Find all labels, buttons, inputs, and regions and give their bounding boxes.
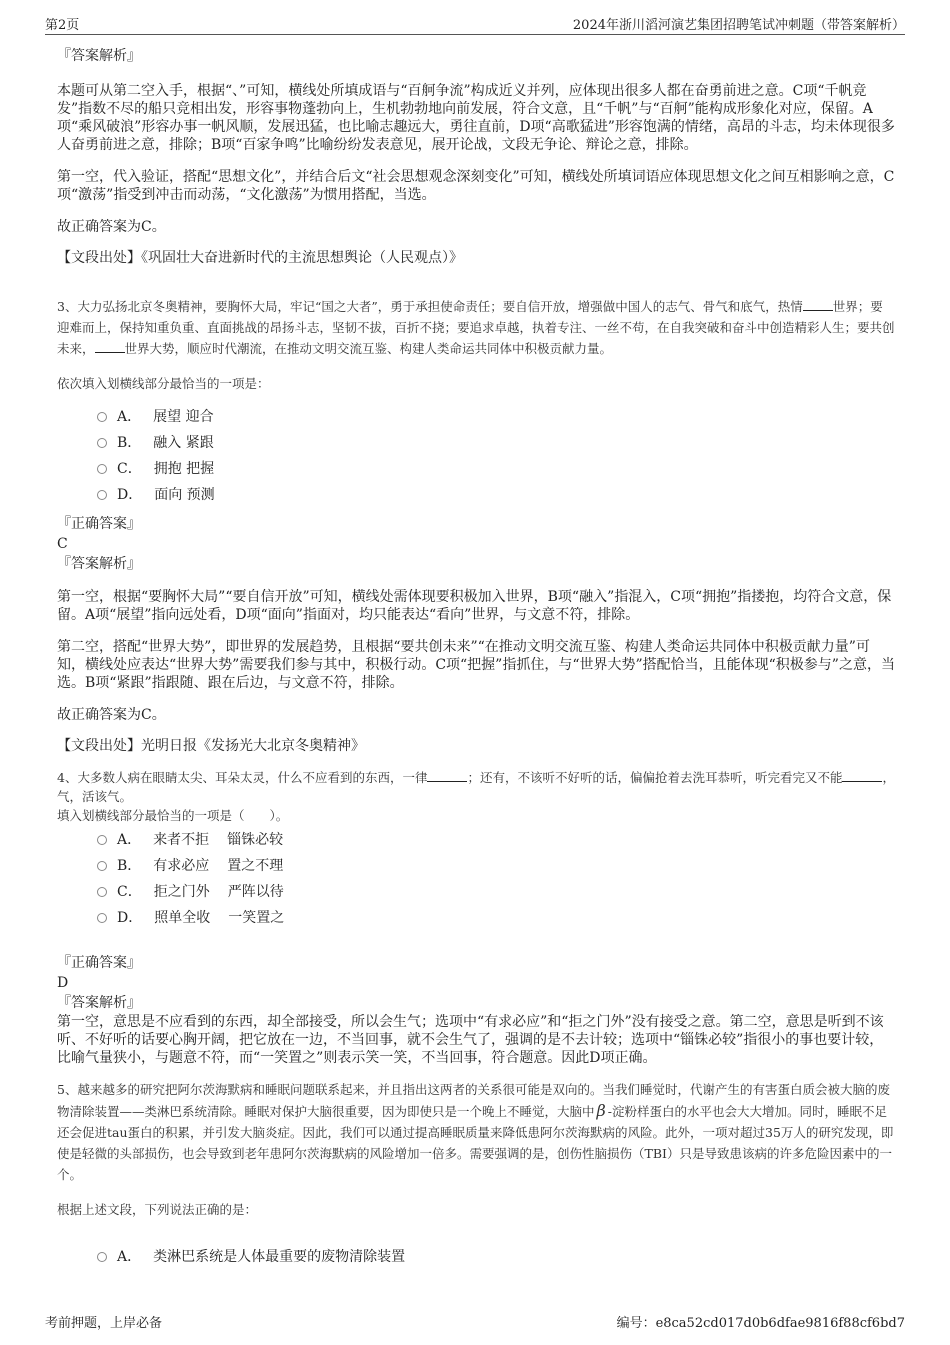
q4-stem — [57, 768, 895, 806]
q3-stem-part-2: 世界；要迎难而上，保持知重负重、直面挑战的昂扬斗志，坚韧不拔，百折不挠；要追求卓越，执着专注、一丝不苟，在自我突破和奋斗中创造精彩人生；要共创未来， — [57, 299, 895, 356]
q2-source: 【文段出处】《巩固壮大奋进新时代的主流思想舆论（人民观点）》 — [57, 250, 463, 266]
radio-icon[interactable] — [97, 913, 107, 923]
q4-blank-2 — [842, 769, 882, 782]
q3-blank-2 — [95, 340, 125, 353]
beta-symbol: β — [596, 1101, 606, 1120]
q5-options — [57, 1244, 895, 1270]
radio-icon[interactable] — [97, 438, 107, 448]
page-header — [45, 12, 905, 35]
radio-icon[interactable] — [97, 861, 107, 871]
q5-stem — [57, 1079, 895, 1185]
q5-stem-part-1: 5、越来越多的研究把阿尔茨海默病和睡眠问题联系起来，并且指出这两者的关系很可能是双向的。当我们睡觉时，代谢产生的有害蛋白质会被大脑的废物清除装置——类淋巴系统清除。睡眠对保护大脑很重要，因为即使只是一个晚上不睡觉，大脑中 — [57, 1082, 890, 1119]
q3-options — [57, 404, 895, 508]
q3-option-d[interactable]: D． 面向 预测 — [97, 482, 895, 508]
q4-stem-part-3: ，气，活该气。 — [57, 770, 895, 804]
q4-option-b[interactable]: B． 有求必应 置之不理 — [97, 853, 895, 879]
q4-option-a[interactable]: A． 来者不拒 锱铢必较 — [97, 827, 895, 853]
q3-conclusion: 故正确答案为C。 — [57, 707, 166, 723]
q4-correct-label: 『正确答案』 — [57, 955, 141, 971]
q3-option-a[interactable]: A． 展望 迎合 — [97, 404, 895, 430]
q3-option-c[interactable]: C． 拥抱 把握 — [97, 456, 895, 482]
radio-icon[interactable] — [97, 1252, 107, 1262]
page-number: 第2页 — [45, 18, 80, 33]
q4-options — [57, 827, 895, 931]
q3-analysis-paragraph-1: 第一空，根据“要胸怀大局”“要自信开放”可知，横线处需体现要积极加入世界，B项“融入”指混入，C项“拥抱”指搂抱，均符合文意，保留。A项“展望”指向远处看，D项“面向”指面对，均只能表达“看向”世界，与文意不符，排除。 — [57, 589, 892, 623]
q3-analysis-label: 『答案解析』 — [57, 556, 141, 572]
q5-stem-part-2: -淀粉样蛋白的水平也会大大增加。同时，睡眠不足还会促进tau蛋白的积累，并引发大脑炎症。因此，我们可以通过提高睡眠质量来降低患阿尔茨海默病的风险。此外，一项对超过35万人的研究发现，即使是轻微的头部损伤，也会导致到老年患阿尔茨海默病的风险增加一倍多。需要强调的是，创伤性脑损伤（TBI）只是导致患该病的许多危险因素中的一个。 — [57, 1104, 894, 1182]
q3-option-b[interactable]: B． 融入 紧跟 — [97, 430, 895, 456]
q4-correct-value: D — [57, 975, 69, 991]
q4-blank-1 — [427, 769, 467, 782]
radio-icon[interactable] — [97, 464, 107, 474]
page-content — [57, 44, 895, 1270]
q3-source: 【文段出处】光明日报《发扬光大北京冬奥精神》 — [57, 738, 365, 754]
q2-conclusion: 故正确答案为C。 — [57, 219, 166, 235]
q4-analysis-label: 『答案解析』 — [57, 995, 141, 1011]
q3-correct-label: 『正确答案』 — [57, 516, 141, 532]
q3-correct-value: C — [57, 536, 68, 552]
document-id: 编号：e8ca52cd017d0b6dfae9816f88cf6bd7 — [616, 1316, 905, 1331]
radio-icon[interactable] — [97, 490, 107, 500]
q3-analysis-paragraph-2: 第二空，搭配“世界大势”，即世界的发展趋势，且根据“要共创未来”“在推动文明交流互鉴、构建人类命运共同体中积极贡献力量”可知，横线处应表达“世界大势”需要我们参与其中，积极行动。C项“把握”指抓住，与“世界大势”搭配恰当，且能体现“积极参与”之意，当选。B项“紧跟”指跟随、跟在后边，与文意不符，排除。 — [57, 639, 895, 691]
q4-stem-part-1: 4、大多数人病在眼睛太尖、耳朵太灵，什么不应看到的东西，一律 — [57, 770, 428, 785]
radio-icon[interactable] — [97, 412, 107, 422]
q4-stem-part-2: ；还有，不该听不好听的话，偏偏抢着去洗耳恭听，听完看完又不能 — [467, 770, 843, 785]
q2-analysis-label: 『答案解析』 — [57, 48, 141, 64]
q3-blank-1 — [803, 298, 833, 311]
q4-analysis-paragraph: 第一空，意思是不应看到的东西，却全部接受，所以会生气；选项中“有求必应”和“拒之门外”没有接受之意。第二空，意思是听到不该听、不好听的话要心胸开阔，把它放在一边，不当回事，就不会生气了，强调的是不去计较；选项中“锱铢必较”指很小的事也要计较，比喻气量狭小，与题意不符，而“一笑置之”则表示笑一笑，不当回事，符合题意。因此D项正确。 — [57, 1014, 884, 1066]
q5-option-a[interactable]: A． 类淋巴系统是人体最重要的废物清除装置 — [97, 1244, 895, 1270]
q4-option-d[interactable]: D． 照单全收 一笑置之 — [97, 905, 895, 931]
q2-analysis-paragraph-2: 第一空，代入验证，搭配“思想文化”，并结合后文“社会思想观念深刻变化”可知，横线处所填词语应体现思想文化之间互相影响之意，C项“激荡”指受到冲击而动荡，“文化激荡”为惯用搭配，当选。 — [57, 169, 895, 203]
q3-stem-part-1: 3、大力弘扬北京冬奥精神，要胸怀大局，牢记“国之大者”，勇于承担使命责任；要自信开放，增强做中国人的志气、骨气和底气，热情 — [57, 299, 803, 314]
document-title: 2024年浙川滔河演艺集团招聘笔试冲刺题（带答案解析） — [572, 18, 905, 33]
q3-stem-part-3: 世界大势，顺应时代潮流，在推动文明交流互鉴、构建人类命运共同体中积极贡献力量。 — [124, 341, 613, 356]
footer-slogan: 考前押题，上岸必备 — [45, 1316, 163, 1331]
q3-stem — [57, 296, 895, 359]
q4-option-c[interactable]: C． 拒之门外 严阵以待 — [97, 879, 895, 905]
radio-icon[interactable] — [97, 887, 107, 897]
q5-prompt: 根据上述文段，下列说法正确的是： — [57, 1202, 258, 1217]
q2-analysis-paragraph-1: 本题可从第二空入手，根据“、”可知，横线处所填成语与“百舸争流”构成近义并列，应体现出很多人都在奋勇前进之意。C项“千帆竞发”指数不尽的船只竞相出发，形容事物蓬勃向上，生机勃勃地向前发展，符合文意，且“千帆”与“百舸”能构成形象化对应，保留。A项“乘风破浪”形容办事一帆风顺，发展迅猛，也比喻志趣远大，勇往直前，D项“高歌猛进”形容饱满的情绪，高昂的斗志，均未体现很多人奋勇前进之意，排除；B项“百家争鸣”比喻纷纷发表意见，展开论战，文段无争论、辩论之意，排除。 — [57, 83, 895, 153]
q3-prompt: 依次填入划横线部分最恰当的一项是： — [57, 376, 270, 391]
q4-prompt: 填入划横线部分最恰当的一项是（ ）。 — [57, 808, 289, 823]
radio-icon[interactable] — [97, 835, 107, 845]
